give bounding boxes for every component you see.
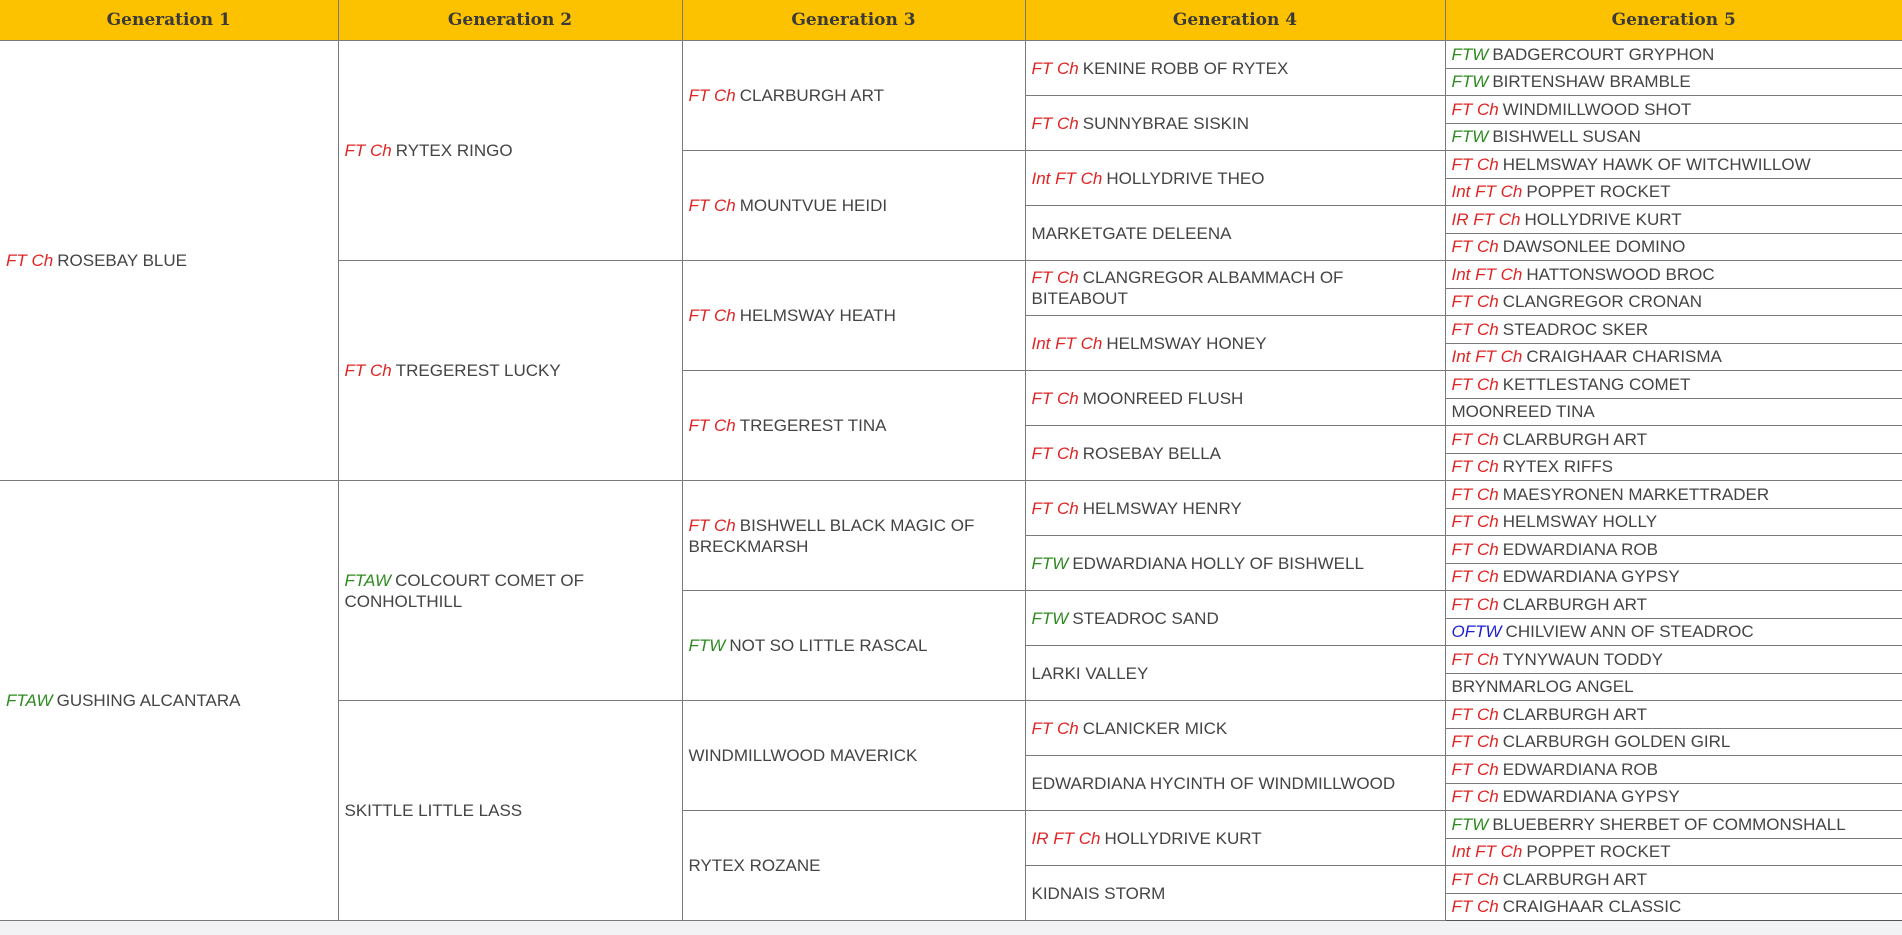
dog-name: MARKETGATE DELEENA: [1031, 223, 1232, 243]
pedigree-cell-gen4: [1025, 41, 1445, 96]
pedigree-cell-gen5: [1445, 96, 1902, 124]
award-title: FT Ch: [344, 361, 392, 380]
award-title: FTW: [1451, 127, 1489, 147]
award-title: FT Ch: [1451, 484, 1499, 504]
pedigree-cell-gen5: [1445, 426, 1902, 454]
award-title: FT Ch: [1451, 787, 1499, 807]
award-title: FT Ch: [1451, 869, 1499, 889]
award-title: FT Ch: [1451, 457, 1499, 477]
pedigree-cell-gen2: [338, 261, 682, 481]
pedigree-cell-gen3: [682, 481, 1025, 591]
pedigree-cell-gen5: [1445, 756, 1902, 784]
award-title: FT Ch: [1031, 268, 1079, 287]
dog-name: POPPET ROCKET: [1526, 182, 1671, 202]
award-title: FTW: [1031, 553, 1069, 573]
pedigree-cell-gen4: [1025, 591, 1445, 646]
pedigree-cell-gen4: [1025, 426, 1445, 481]
pedigree-cell-gen5: [1445, 728, 1902, 756]
dog-name: SUNNYBRAE SISKIN: [1082, 113, 1249, 133]
award-title: Int FT Ch: [1451, 264, 1523, 284]
dog-name: CLARBURGH ART: [1502, 869, 1647, 889]
header-generation-1: Generation 1: [0, 0, 338, 41]
dog-name: KENINE ROBB OF RYTEX: [1082, 58, 1289, 78]
pedigree-row: [0, 41, 1902, 69]
dog-name: BRYNMARLOG ANGEL: [1451, 677, 1634, 697]
award-title: FTW: [1451, 44, 1489, 64]
dog-name: EDWARDIANA ROB: [1502, 539, 1658, 559]
dog-name: CHILVIEW ANN OF STEADROC: [1505, 622, 1754, 642]
award-title: FT Ch: [1031, 443, 1079, 463]
award-title: FT Ch: [1451, 594, 1499, 614]
pedigree-cell-gen3: [682, 261, 1025, 371]
pedigree-cell-gen4: [1025, 371, 1445, 426]
dog-name: MAESYRONEN MARKETTRADER: [1502, 484, 1770, 504]
dog-name: MOONREED TINA: [1451, 402, 1595, 422]
pedigree-cell-gen5: [1445, 563, 1902, 591]
award-title: FT Ch: [1451, 154, 1499, 174]
award-title: FT Ch: [1031, 113, 1079, 133]
award-title: Int FT Ch: [1031, 168, 1103, 188]
award-title: FTAW: [6, 691, 53, 710]
dog-name: CLARBURGH ART: [1502, 594, 1647, 614]
header-generation-5: Generation 5: [1445, 0, 1902, 41]
award-title: Int FT Ch: [1031, 333, 1103, 353]
award-title: FT Ch: [1031, 388, 1079, 408]
pedigree-cell-gen5: [1445, 343, 1902, 371]
dog-name: EDWARDIANA GYPSY: [1502, 567, 1680, 587]
award-title: FT Ch: [1451, 897, 1499, 917]
award-title: FT Ch: [344, 141, 392, 160]
pedigree-cell-gen5: [1445, 68, 1902, 96]
pedigree-cell-gen5: [1445, 591, 1902, 619]
award-title: FT Ch: [688, 306, 736, 325]
dog-name: MOONREED FLUSH: [1082, 388, 1244, 408]
award-title: FT Ch: [1031, 498, 1079, 518]
pedigree-cell-gen3: [682, 701, 1025, 811]
header-generation-4: Generation 4: [1025, 0, 1445, 41]
pedigree-cell-gen4: [1025, 866, 1445, 921]
award-title: FT Ch: [1451, 539, 1499, 559]
dog-name: RYTEX RINGO: [395, 141, 513, 160]
award-title: FT Ch: [1031, 718, 1079, 738]
pedigree-row: [0, 481, 1902, 509]
dog-name: CLARBURGH ART: [1502, 704, 1647, 724]
pedigree-cell-gen3: [682, 811, 1025, 921]
dog-name: TYNYWAUN TODDY: [1502, 649, 1663, 669]
pedigree-cell-gen4: [1025, 536, 1445, 591]
award-title: Int FT Ch: [1451, 347, 1523, 367]
pedigree-cell-gen5: [1445, 206, 1902, 234]
pedigree-cell-gen5: [1445, 371, 1902, 399]
dog-name: WINDMILLWOOD MAVERICK: [688, 746, 918, 765]
pedigree-cell-gen5: [1445, 233, 1902, 261]
pedigree-cell-gen4: [1025, 646, 1445, 701]
pedigree-cell-gen1: [0, 41, 338, 481]
dog-name: HELMSWAY HOLLY: [1502, 512, 1658, 532]
dog-name: BLUEBERRY SHERBET OF COMMONSHALL: [1492, 814, 1846, 834]
award-title: Int FT Ch: [1451, 842, 1523, 862]
dog-name: KIDNAIS STORM: [1031, 883, 1166, 903]
pedigree-cell-gen5: [1445, 261, 1902, 289]
pedigree-cell-gen5: [1445, 536, 1902, 564]
dog-name: TREGEREST LUCKY: [395, 361, 561, 380]
dog-name: ROSEBAY BELLA: [1082, 443, 1222, 463]
award-title: FT Ch: [688, 416, 736, 435]
award-title: FTW: [1031, 608, 1069, 628]
award-title: FT Ch: [1031, 58, 1079, 78]
dog-name: COLCOURT COMET OF CONHOLTHILL: [344, 570, 585, 611]
pedigree-cell-gen5: [1445, 316, 1902, 344]
award-title: FT Ch: [1451, 319, 1499, 339]
dog-name: HELMSWAY HENRY: [1082, 498, 1242, 518]
dog-name: EDWARDIANA ROB: [1502, 759, 1658, 779]
award-title: FT Ch: [1451, 759, 1499, 779]
dog-name: NOT SO LITTLE RASCAL: [729, 636, 928, 655]
pedigree-cell-gen4: [1025, 481, 1445, 536]
pedigree-cell-gen5: [1445, 866, 1902, 894]
dog-name: EDWARDIANA HYCINTH OF WINDMILLWOOD: [1031, 773, 1396, 793]
pedigree-cell-gen4: [1025, 701, 1445, 756]
dog-name: CLANGREGOR ALBAMMACH OF BITEABOUT: [1031, 268, 1344, 308]
dog-name: CLARBURGH ART: [1502, 429, 1647, 449]
dog-name: CLANGREGOR CRONAN: [1502, 292, 1703, 312]
header-generation-3: Generation 3: [682, 0, 1025, 41]
dog-name: DAWSONLEE DOMINO: [1502, 237, 1686, 257]
dog-name: STEADROC SKER: [1502, 319, 1649, 339]
award-title: FTAW: [344, 570, 392, 590]
dog-name: STEADROC SAND: [1072, 608, 1219, 628]
dog-name: HOLLYDRIVE KURT: [1524, 209, 1682, 229]
dog-name: RYTEX ROZANE: [688, 856, 821, 875]
award-title: IR FT Ch: [1031, 828, 1101, 848]
pedigree-cell-gen5: [1445, 893, 1902, 921]
pedigree-cell-gen3: [682, 151, 1025, 261]
award-title: FTW: [1451, 72, 1489, 92]
pedigree-cell-gen5: [1445, 481, 1902, 509]
dog-name: CRAIGHAAR CHARISMA: [1526, 347, 1722, 367]
dog-name: CRAIGHAAR CLASSIC: [1502, 897, 1682, 917]
pedigree-cell-gen5: [1445, 178, 1902, 206]
pedigree-cell-gen4: [1025, 261, 1445, 316]
dog-name: ROSEBAY BLUE: [57, 251, 187, 270]
award-title: FT Ch: [1451, 429, 1499, 449]
pedigree-cell-gen5: [1445, 618, 1902, 646]
pedigree-cell-gen5: [1445, 123, 1902, 151]
dog-name: HELMSWAY HEATH: [739, 306, 896, 325]
pedigree-cell-gen5: [1445, 508, 1902, 536]
dog-name: RYTEX RIFFS: [1502, 457, 1613, 477]
pedigree-cell-gen5: [1445, 288, 1902, 316]
pedigree-cell-gen5: [1445, 646, 1902, 674]
dog-name: CLARBURGH ART: [739, 86, 884, 105]
pedigree-cell-gen4: [1025, 756, 1445, 811]
pedigree-cell-gen4: [1025, 316, 1445, 371]
award-title: FT Ch: [1451, 99, 1499, 119]
dog-name: BISHWELL SUSAN: [1492, 127, 1641, 147]
award-title: FTW: [1451, 814, 1489, 834]
dog-name: TREGEREST TINA: [739, 416, 887, 435]
award-title: Int FT Ch: [1451, 182, 1523, 202]
dog-name: MOUNTVUE HEIDI: [739, 196, 888, 215]
pedigree-cell-gen2: [338, 481, 682, 701]
header-generation-2: Generation 2: [338, 0, 682, 41]
pedigree-cell-gen2: [338, 41, 682, 261]
award-title: FT Ch: [688, 86, 736, 105]
dog-name: SKITTLE LITTLE LASS: [344, 801, 523, 820]
dog-name: HOLLYDRIVE THEO: [1106, 168, 1265, 188]
dog-name: BISHWELL BLACK MAGIC OF BRECKMARSH: [688, 515, 975, 556]
dog-name: LARKI VALLEY: [1031, 663, 1149, 683]
dog-name: HATTONSWOOD BROC: [1526, 264, 1715, 284]
pedigree-cell-gen5: [1445, 398, 1902, 426]
award-title: FT Ch: [1451, 732, 1499, 752]
pedigree-cell-gen5: [1445, 783, 1902, 811]
award-title: OFTW: [1451, 622, 1502, 642]
dog-name: EDWARDIANA GYPSY: [1502, 787, 1680, 807]
pedigree-cell-gen5: [1445, 701, 1902, 729]
award-title: IR FT Ch: [1451, 209, 1521, 229]
pedigree-cell-gen3: [682, 371, 1025, 481]
award-title: FT Ch: [6, 251, 54, 270]
award-title: FT Ch: [1451, 292, 1499, 312]
header-row: [0, 0, 1902, 41]
award-title: FT Ch: [1451, 237, 1499, 257]
award-title: FT Ch: [1451, 374, 1499, 394]
dog-name: GUSHING ALCANTARA: [56, 691, 241, 710]
dog-name: CLARBURGH GOLDEN GIRL: [1502, 732, 1731, 752]
dog-name: BIRTENSHAW BRAMBLE: [1492, 72, 1691, 92]
dog-name: EDWARDIANA HOLLY OF BISHWELL: [1072, 553, 1364, 573]
pedigree-cell-gen3: [682, 591, 1025, 701]
dog-name: HOLLYDRIVE KURT: [1104, 828, 1262, 848]
pedigree-cell-gen4: [1025, 151, 1445, 206]
dog-name: CLANICKER MICK: [1082, 718, 1228, 738]
dog-name: BADGERCOURT GRYPHON: [1492, 44, 1715, 64]
dog-name: POPPET ROCKET: [1526, 842, 1671, 862]
pedigree-cell-gen5: [1445, 151, 1902, 179]
pedigree-cell-gen5: [1445, 453, 1902, 481]
award-title: FTW: [688, 636, 726, 655]
pedigree-cell-gen2: [338, 701, 682, 921]
dog-name: HELMSWAY HONEY: [1106, 333, 1267, 353]
pedigree-cell-gen4: [1025, 96, 1445, 151]
award-title: FT Ch: [1451, 704, 1499, 724]
award-title: FT Ch: [688, 196, 736, 215]
pedigree-cell-gen5: [1445, 41, 1902, 69]
pedigree-cell-gen5: [1445, 673, 1902, 701]
dog-name: KETTLESTANG COMET: [1502, 374, 1691, 394]
pedigree-cell-gen4: [1025, 811, 1445, 866]
pedigree-cell-gen3: [682, 41, 1025, 151]
pedigree-cell-gen5: [1445, 811, 1902, 839]
award-title: FT Ch: [1451, 512, 1499, 532]
award-title: FT Ch: [1451, 649, 1499, 669]
pedigree-cell-gen4: [1025, 206, 1445, 261]
award-title: FT Ch: [688, 515, 736, 535]
pedigree-cell-gen5: [1445, 838, 1902, 866]
award-title: FT Ch: [1451, 567, 1499, 587]
dog-name: HELMSWAY HAWK OF WITCHWILLOW: [1502, 154, 1811, 174]
pedigree-cell-gen1: [0, 481, 338, 921]
pedigree-body: [0, 41, 1902, 921]
dog-name: WINDMILLWOOD SHOT: [1502, 99, 1692, 119]
